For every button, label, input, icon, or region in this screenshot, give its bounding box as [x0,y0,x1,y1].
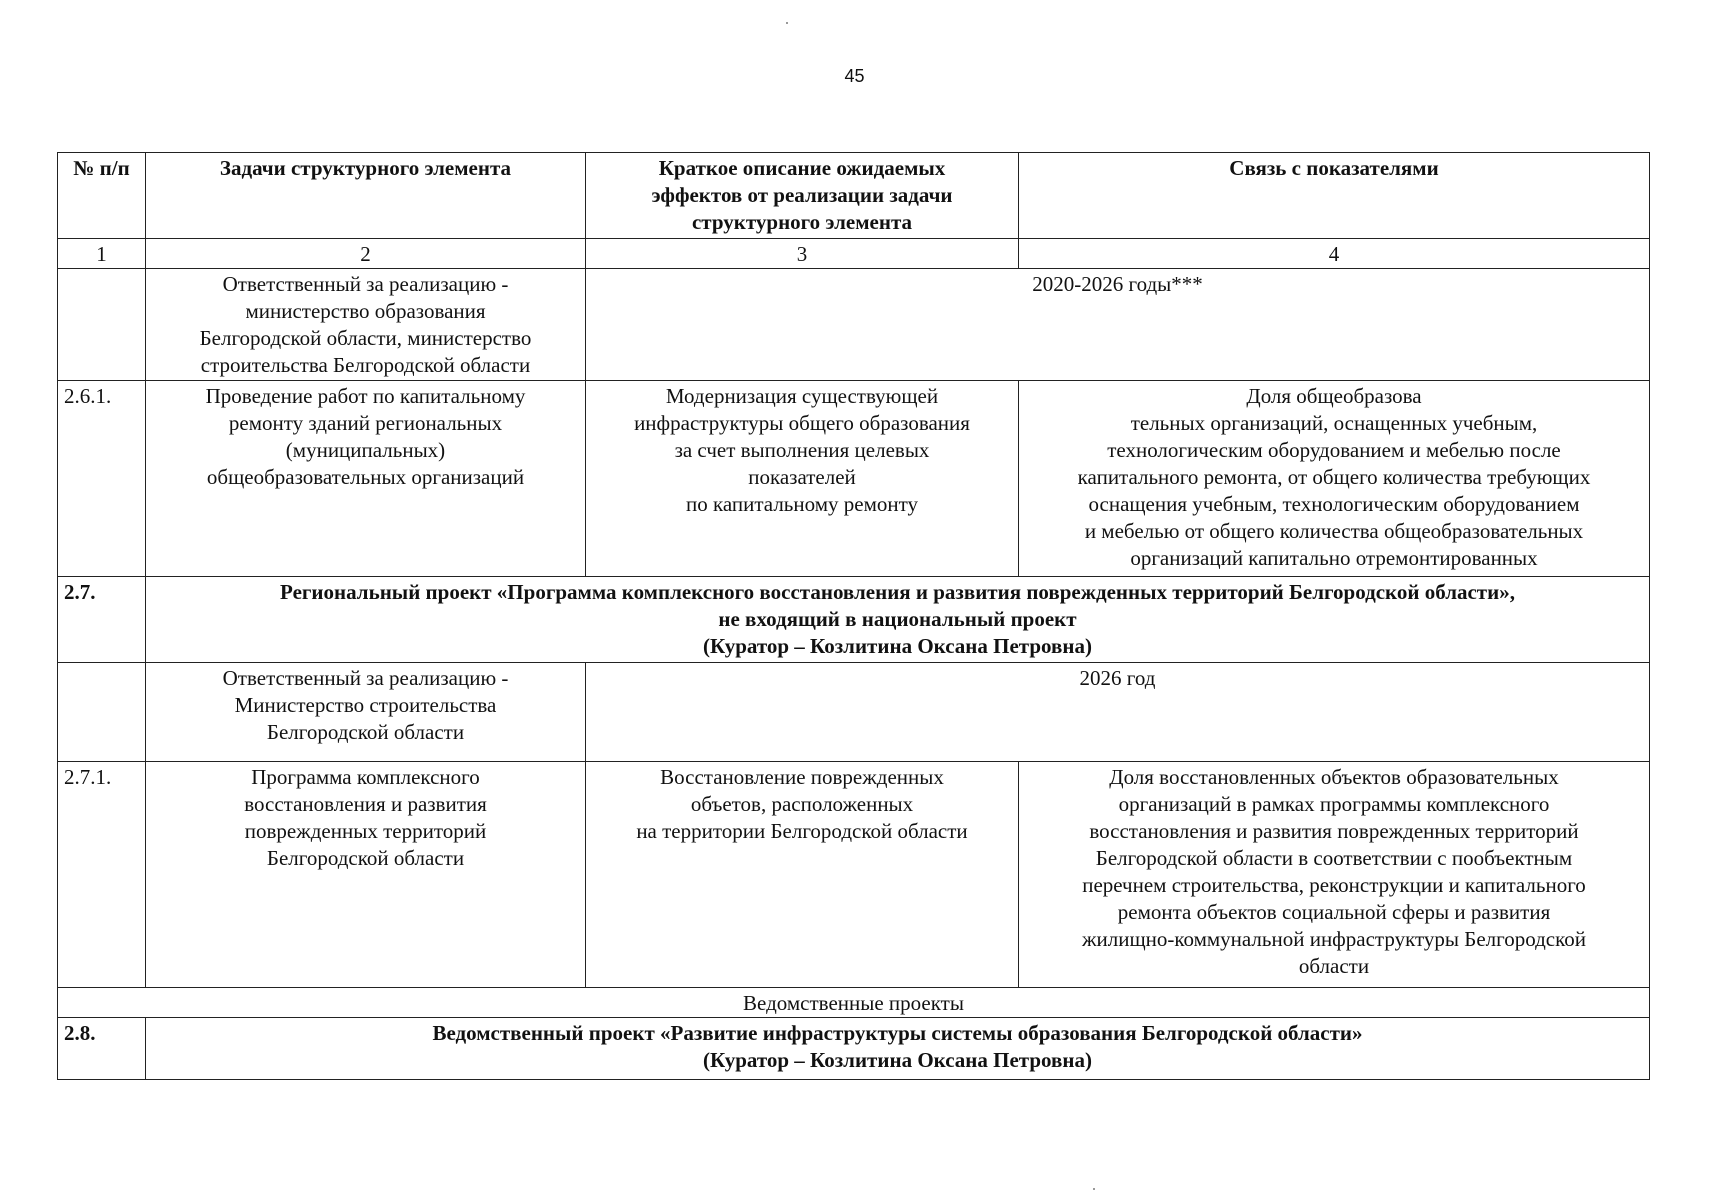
task-line: восстановления и развития [244,792,487,816]
indicator-line: организаций в рамках программы комплексного [1118,792,1550,816]
responsible-line: Белгородской области [266,720,465,744]
header-effects-line: Краткое описание ожидаемых [658,156,946,180]
header-effects [586,153,1019,239]
indicator-line: тельных организаций, оснащенных учебным, [1130,411,1538,435]
header-tasks: Задачи структурного элемента [146,153,586,239]
table-row-2-7 [58,577,1650,663]
task-cell [146,381,586,577]
task-cell [146,762,586,988]
responsible-line: Министерство строительства [234,693,497,717]
indicator-line: оснащения учебным, технологическим оборудованием [1088,492,1580,516]
header-number: № п/п [58,153,146,239]
indicator-line: Доля общеобразова [1246,384,1422,408]
row-number-empty [58,269,146,381]
row-number-empty [58,663,146,762]
scan-speck [786,22,788,24]
responsible-line: Ответственный за реализацию - [222,272,509,296]
indicator-cell [1019,762,1650,988]
responsible-line: строительства Белгородской области [200,353,531,377]
project-title-line: (Куратор – Козлитина Оксана Петровна) [703,1048,1092,1072]
table-row-2-6-1 [58,381,1650,577]
responsible-line: Ответственный за реализацию - [222,666,509,690]
project-title-line: Региональный проект «Программа комплексного восстановления и развития поврежденных территорий Белгородской области», [280,580,1515,604]
task-line: Программа комплексного [251,765,480,789]
column-number: 2 [146,239,586,269]
indicator-line: области [1298,954,1370,978]
column-numbers-row [58,239,1650,269]
column-number: 4 [1019,239,1650,269]
task-line: ремонту зданий региональных [228,411,503,435]
indicator-line: жилищно-коммунальной инфраструктуры Белгородской [1082,927,1586,951]
header-indicators: Связь с показателями [1019,153,1650,239]
responsible-line: Белгородской области, министерство [199,326,532,350]
table-row-2-7-1 [58,762,1650,988]
table-row-2-8 [58,1018,1650,1080]
column-number: 1 [58,239,146,269]
responsible-cell [146,269,586,381]
period-cell: 2026 год [586,663,1650,762]
indicator-line: технологическим оборудованием и мебелью после [1107,438,1561,462]
table-header-row [58,153,1650,239]
project-title-line: Ведомственный проект «Развитие инфраструктуры системы образования Белгородской области» [432,1021,1363,1045]
indicator-line: ремонта объектов социальной сферы и развития [1117,900,1551,924]
effect-line: Восстановление поврежденных [660,765,944,789]
table-row-responsible-2 [58,663,1650,762]
column-number: 3 [586,239,1019,269]
row-number: 2.6.1. [58,381,146,577]
effect-line: инфраструктуры общего образования [634,411,970,435]
indicator-line: капитального ремонта, от общего количества требующих [1077,465,1591,489]
section-row-department-projects [58,988,1650,1018]
row-number: 2.8. [58,1018,146,1080]
indicator-cell [1019,381,1650,577]
indicator-line: и мебелью от общего количества общеобразовательных [1084,519,1584,543]
responsible-line: министерство образования [245,299,486,323]
task-line: Проведение работ по капитальному [205,384,526,408]
effect-cell [586,381,1019,577]
effect-line: показателей [748,465,856,489]
indicator-line: Белгородской области в соответствии с пообъектным [1095,846,1573,870]
indicator-line: Доля восстановленных объектов образовательных [1109,765,1559,789]
effect-line: на территории Белгородской области [636,819,968,843]
section-title: Ведомственные проекты [58,988,1650,1018]
task-line: общеобразовательных организаций [206,465,525,489]
indicator-line: организаций капитально отремонтированных [1130,546,1538,570]
project-title-cell [146,1018,1650,1080]
responsible-cell [146,663,586,762]
effect-line: Модернизация существующей [665,384,939,408]
row-number: 2.7.1. [58,762,146,988]
indicator-line: восстановления и развития поврежденных территорий [1089,819,1579,843]
structure-elements-table [57,152,1650,1080]
scan-speck [1093,1188,1095,1190]
table-row-responsible-1 [58,269,1650,381]
row-number: 2.7. [58,577,146,663]
project-title-line: (Куратор – Козлитина Оксана Петровна) [703,634,1092,658]
task-line: поврежденных территорий [244,819,487,843]
effect-line: объетов, расположенных [690,792,914,816]
project-title-cell [146,577,1650,663]
task-line: (муниципальных) [285,438,446,462]
task-line: Белгородской области [266,846,465,870]
effect-line: за счет выполнения целевых [674,438,930,462]
indicator-line: перечнем строительства, реконструкции и капитального [1082,873,1586,897]
header-effects-line: эффектов от реализации задачи [651,183,953,207]
period-cell: 2020-2026 годы*** [586,269,1650,381]
page-number: 45 [844,66,865,86]
header-effects-line: структурного элемента [691,210,913,234]
effect-line: по капитальному ремонту [685,492,918,516]
project-title-line: не входящий в национальный проект [718,607,1077,631]
effect-cell [586,762,1019,988]
